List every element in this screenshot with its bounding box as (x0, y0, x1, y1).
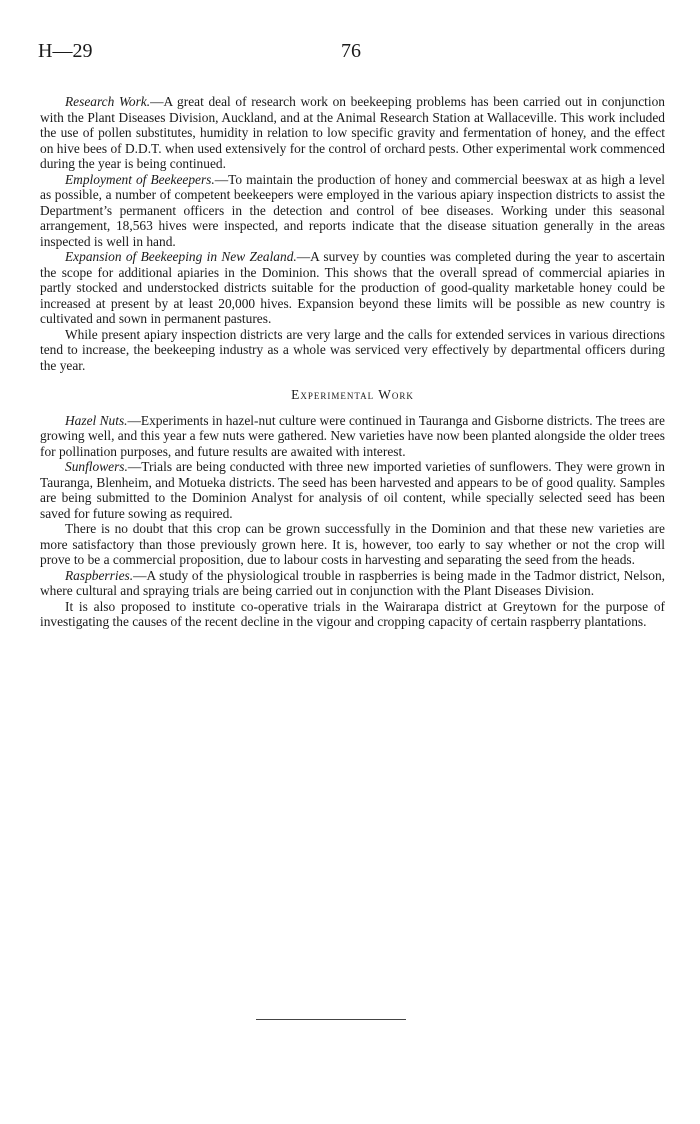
page-number: 76 (341, 40, 361, 62)
page-header (38, 40, 662, 64)
paragraph-lead: Sunflowers. (65, 459, 128, 474)
paragraph-lead: Employment of Beekeepers. (65, 171, 215, 187)
paragraph-text: There is no doubt that this crop can be grown successfully in the Dominion and that these new varieties are more satisfactory than those previously grown here. It is, however, too early to say whether or not the crop will prove to be a commercial proposition, due to labour costs in harvesting and separating the seed from the heads. (40, 521, 665, 567)
paragraph-text: —A survey by counties was completed during the year to ascertain the scope for additional apiaries in the Dominion. This shows that the overall spread of commercial apiaries in partly stocked and understocked districts suitable for the production of good-quality marketable honey could be increased at present by at least 20,000 hives. Expansion beyond these limits will be possible as new country is cultivated and sown in permanent pastures. (40, 249, 665, 326)
paragraph-lead: Raspberries. (65, 567, 134, 583)
body-text (40, 94, 665, 630)
paragraph (40, 521, 665, 568)
paragraph-text: —A study of the physiological trouble in raspberries is being made in the Tadmor district, Nelson, where cultural and spraying trials are being carried out in conjunction with the Plant Diseases Division. (40, 567, 665, 598)
document-code: H—29 (38, 40, 93, 62)
paragraph-text: —To maintain the production of honey and commercial beeswax at as high a level as possible, a number of competent beekeepers were employed in the various apiary inspection districts to assist the Department’s permanent officers in the detection and control of bee diseases. Working under this seasonal arrangement, 18,563 hives were inspected, and reports indicate that the disease situation generally in the areas inspected is well in hand. (40, 171, 665, 249)
paragraph-lead: Expansion of Beekeeping in New Zealand. (65, 249, 297, 264)
paragraph-text: It is also proposed to institute co-operative trials in the Wairarapa district at Greytown for the purpose of investigating the causes of the recent decline in the vigour and cropping capacity of certain raspberry plantations. (40, 598, 665, 629)
paragraph-text: While present apiary inspection districts are very large and the calls for extended services in various directions tend to increase, the beekeeping industry as a whole was serviced very effectively by departmental officers during the year. (40, 326, 665, 373)
paragraph (40, 413, 665, 460)
paragraph (40, 599, 665, 630)
paragraph-text: —Trials are being conducted with three new imported varieties of sunflowers. They were grown in Tauranga, Blenheim, and Motueka districts. The seed has been harvested and appears to be of good quality. Samples are being submitted to the Dominion Analyst for analysis of oil content, while specially selected seed has been saved for future sowing as required. (40, 459, 665, 521)
paragraph (40, 172, 665, 250)
section-heading: Experimental Work (291, 387, 414, 402)
paragraph (40, 94, 665, 172)
paragraph (40, 459, 665, 521)
paragraph-text: —Experiments in hazel-nut culture were continued in Tauranga and Gisborne districts. The trees are growing well, and this year a few nuts were gathered. New varieties have now been planted alongside the older trees for pollination purposes, and future results are awaited with interest. (40, 412, 665, 459)
paragraph-lead: Hazel Nuts. (65, 412, 128, 428)
paragraph (40, 249, 665, 327)
paragraph (40, 327, 665, 374)
paragraph-text: —A great deal of research work on beekeeping problems has been carried out in conjunction with the Plant Diseases Division, Auckland, and at the Animal Research Station at Wallaceville. This work included the use of pollen substitutes, humidity in relation to low specific gravity and fermentation of honey, and the effect on hive bees of D.D.T. when used extensively for the control of orchard pests. Other experimental work commenced during the year is being continued. (40, 94, 665, 171)
end-divider (256, 1019, 406, 1020)
paragraph (40, 568, 665, 599)
paragraph-lead: Research Work. (65, 94, 151, 109)
